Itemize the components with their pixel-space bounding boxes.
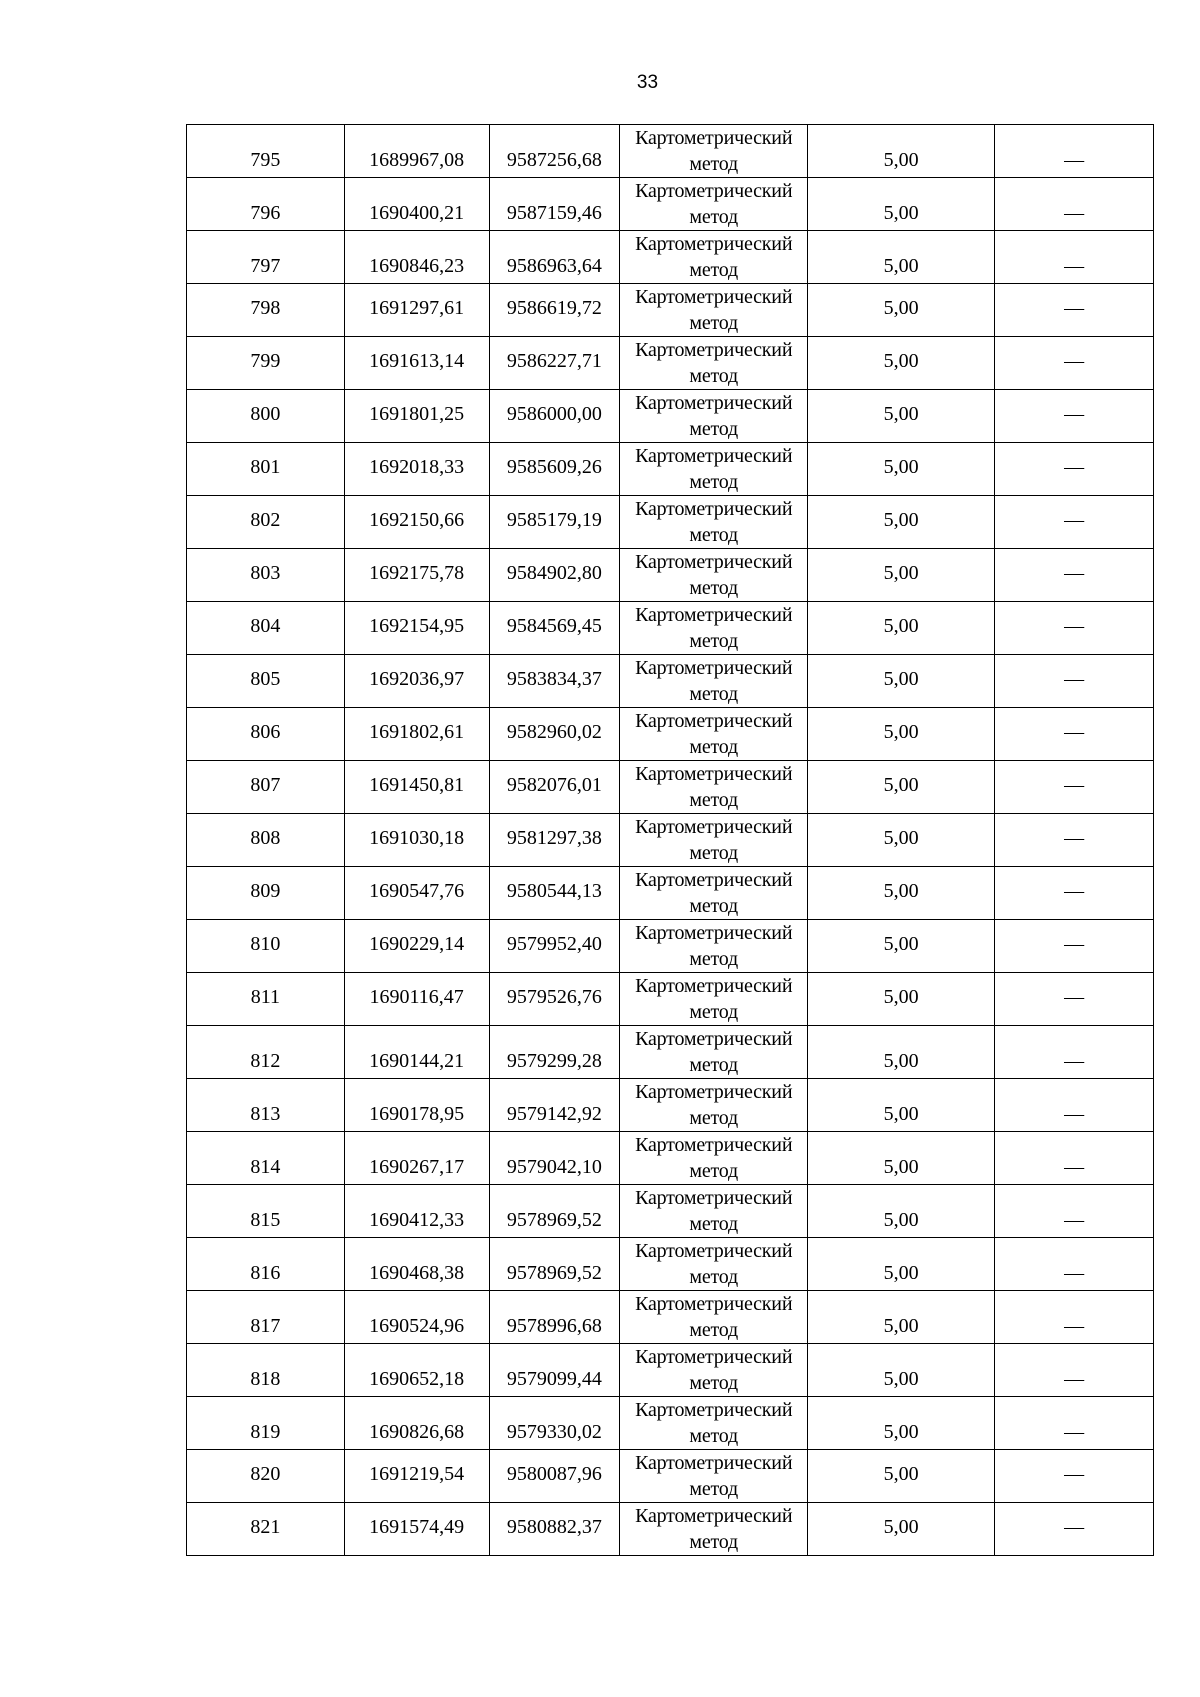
coordinates-table-body: [187, 125, 1154, 1556]
point-number-cell: 818: [187, 1344, 345, 1397]
method-cell: Картометрический метод: [620, 655, 808, 708]
table-row: [187, 390, 1154, 443]
x-coordinate-cell: 1691219,54: [344, 1450, 489, 1503]
x-coordinate-cell: 1692150,66: [344, 496, 489, 549]
table-row: [187, 443, 1154, 496]
point-number-cell: 809: [187, 867, 345, 920]
y-coordinate-cell: 9586619,72: [489, 284, 620, 337]
table-row: [187, 867, 1154, 920]
x-coordinate-cell: 1692018,33: [344, 443, 489, 496]
x-coordinate-cell: 1691613,14: [344, 337, 489, 390]
accuracy-cell: 5,00: [808, 602, 995, 655]
accuracy-cell: 5,00: [808, 284, 995, 337]
point-number-cell: 819: [187, 1397, 345, 1450]
note-dash-cell: —: [995, 496, 1154, 549]
method-cell: Картометрический метод: [620, 1344, 808, 1397]
accuracy-cell: 5,00: [808, 973, 995, 1026]
accuracy-cell: 5,00: [808, 1238, 995, 1291]
point-number-cell: 803: [187, 549, 345, 602]
table-row: [187, 1291, 1154, 1344]
accuracy-cell: 5,00: [808, 1026, 995, 1079]
accuracy-cell: 5,00: [808, 761, 995, 814]
table-row: [187, 178, 1154, 231]
table-row: [187, 1397, 1154, 1450]
y-coordinate-cell: 9579526,76: [489, 973, 620, 1026]
x-coordinate-cell: 1690267,17: [344, 1132, 489, 1185]
x-coordinate-cell: 1691574,49: [344, 1503, 489, 1556]
point-number-cell: 799: [187, 337, 345, 390]
note-dash-cell: —: [995, 1238, 1154, 1291]
method-cell: Картометрический метод: [620, 1397, 808, 1450]
note-dash-cell: —: [995, 1026, 1154, 1079]
accuracy-cell: 5,00: [808, 1291, 995, 1344]
x-coordinate-cell: 1690229,14: [344, 920, 489, 973]
method-cell: Картометрический метод: [620, 1291, 808, 1344]
note-dash-cell: —: [995, 973, 1154, 1026]
table-row: [187, 337, 1154, 390]
table-row: [187, 1503, 1154, 1556]
accuracy-cell: 5,00: [808, 867, 995, 920]
note-dash-cell: —: [995, 867, 1154, 920]
y-coordinate-cell: 9586227,71: [489, 337, 620, 390]
note-dash-cell: —: [995, 549, 1154, 602]
x-coordinate-cell: 1692154,95: [344, 602, 489, 655]
method-cell: Картометрический метод: [620, 549, 808, 602]
y-coordinate-cell: 9579042,10: [489, 1132, 620, 1185]
y-coordinate-cell: 9585609,26: [489, 443, 620, 496]
note-dash-cell: —: [995, 178, 1154, 231]
accuracy-cell: 5,00: [808, 337, 995, 390]
method-cell: Картометрический метод: [620, 125, 808, 178]
note-dash-cell: —: [995, 443, 1154, 496]
note-dash-cell: —: [995, 125, 1154, 178]
table-row: [187, 1450, 1154, 1503]
x-coordinate-cell: 1690826,68: [344, 1397, 489, 1450]
accuracy-cell: 5,00: [808, 496, 995, 549]
accuracy-cell: 5,00: [808, 708, 995, 761]
table-row: [187, 1344, 1154, 1397]
point-number-cell: 807: [187, 761, 345, 814]
method-cell: Картометрический метод: [620, 1450, 808, 1503]
point-number-cell: 796: [187, 178, 345, 231]
note-dash-cell: —: [995, 337, 1154, 390]
accuracy-cell: 5,00: [808, 125, 995, 178]
x-coordinate-cell: 1692036,97: [344, 655, 489, 708]
x-coordinate-cell: 1691801,25: [344, 390, 489, 443]
point-number-cell: 813: [187, 1079, 345, 1132]
point-number-cell: 808: [187, 814, 345, 867]
x-coordinate-cell: 1691802,61: [344, 708, 489, 761]
method-cell: Картометрический метод: [620, 814, 808, 867]
method-cell: Картометрический метод: [620, 867, 808, 920]
table-row: [187, 761, 1154, 814]
table-row: [187, 1132, 1154, 1185]
y-coordinate-cell: 9578969,52: [489, 1238, 620, 1291]
y-coordinate-cell: 9578969,52: [489, 1185, 620, 1238]
y-coordinate-cell: 9580544,13: [489, 867, 620, 920]
point-number-cell: 805: [187, 655, 345, 708]
y-coordinate-cell: 9585179,19: [489, 496, 620, 549]
page-number: 33: [636, 72, 659, 93]
method-cell: Картометрический метод: [620, 1132, 808, 1185]
note-dash-cell: —: [995, 390, 1154, 443]
x-coordinate-cell: 1690547,76: [344, 867, 489, 920]
table-row: [187, 602, 1154, 655]
accuracy-cell: 5,00: [808, 443, 995, 496]
y-coordinate-cell: 9579330,02: [489, 1397, 620, 1450]
table-row: [187, 1026, 1154, 1079]
y-coordinate-cell: 9580087,96: [489, 1450, 620, 1503]
coordinates-table: [186, 124, 1154, 1556]
y-coordinate-cell: 9584569,45: [489, 602, 620, 655]
table-row: [187, 549, 1154, 602]
method-cell: Картометрический метод: [620, 1503, 808, 1556]
method-cell: Картометрический метод: [620, 231, 808, 284]
table-row: [187, 1185, 1154, 1238]
method-cell: Картометрический метод: [620, 390, 808, 443]
y-coordinate-cell: 9579952,40: [489, 920, 620, 973]
y-coordinate-cell: 9579099,44: [489, 1344, 620, 1397]
point-number-cell: 802: [187, 496, 345, 549]
y-coordinate-cell: 9582960,02: [489, 708, 620, 761]
table-row: [187, 814, 1154, 867]
y-coordinate-cell: 9579142,92: [489, 1079, 620, 1132]
x-coordinate-cell: 1690116,47: [344, 973, 489, 1026]
y-coordinate-cell: 9584902,80: [489, 549, 620, 602]
x-coordinate-cell: 1690524,96: [344, 1291, 489, 1344]
accuracy-cell: 5,00: [808, 549, 995, 602]
point-number-cell: 815: [187, 1185, 345, 1238]
accuracy-cell: 5,00: [808, 178, 995, 231]
accuracy-cell: 5,00: [808, 655, 995, 708]
y-coordinate-cell: 9586963,64: [489, 231, 620, 284]
method-cell: Картометрический метод: [620, 1079, 808, 1132]
note-dash-cell: —: [995, 761, 1154, 814]
method-cell: Картометрический метод: [620, 1238, 808, 1291]
x-coordinate-cell: 1690468,38: [344, 1238, 489, 1291]
accuracy-cell: 5,00: [808, 1132, 995, 1185]
point-number-cell: 820: [187, 1450, 345, 1503]
accuracy-cell: 5,00: [808, 920, 995, 973]
note-dash-cell: —: [995, 1291, 1154, 1344]
note-dash-cell: —: [995, 1132, 1154, 1185]
y-coordinate-cell: 9581297,38: [489, 814, 620, 867]
method-cell: Картометрический метод: [620, 1026, 808, 1079]
note-dash-cell: —: [995, 1397, 1154, 1450]
point-number-cell: 810: [187, 920, 345, 973]
note-dash-cell: —: [995, 708, 1154, 761]
y-coordinate-cell: 9582076,01: [489, 761, 620, 814]
accuracy-cell: 5,00: [808, 1185, 995, 1238]
table-row: [187, 1079, 1154, 1132]
accuracy-cell: 5,00: [808, 1450, 995, 1503]
y-coordinate-cell: 9579299,28: [489, 1026, 620, 1079]
point-number-cell: 816: [187, 1238, 345, 1291]
point-number-cell: 800: [187, 390, 345, 443]
method-cell: Картометрический метод: [620, 337, 808, 390]
note-dash-cell: —: [995, 231, 1154, 284]
point-number-cell: 811: [187, 973, 345, 1026]
accuracy-cell: 5,00: [808, 231, 995, 284]
y-coordinate-cell: 9580882,37: [489, 1503, 620, 1556]
y-coordinate-cell: 9586000,00: [489, 390, 620, 443]
x-coordinate-cell: 1690652,18: [344, 1344, 489, 1397]
method-cell: Картометрический метод: [620, 708, 808, 761]
table-row: [187, 655, 1154, 708]
y-coordinate-cell: 9587159,46: [489, 178, 620, 231]
method-cell: Картометрический метод: [620, 602, 808, 655]
point-number-cell: 814: [187, 1132, 345, 1185]
point-number-cell: 797: [187, 231, 345, 284]
note-dash-cell: —: [995, 1344, 1154, 1397]
table-row: [187, 1238, 1154, 1291]
point-number-cell: 804: [187, 602, 345, 655]
point-number-cell: 817: [187, 1291, 345, 1344]
x-coordinate-cell: 1690400,21: [344, 178, 489, 231]
x-coordinate-cell: 1691450,81: [344, 761, 489, 814]
point-number-cell: 812: [187, 1026, 345, 1079]
note-dash-cell: —: [995, 602, 1154, 655]
method-cell: Картометрический метод: [620, 284, 808, 337]
x-coordinate-cell: 1690846,23: [344, 231, 489, 284]
method-cell: Картометрический метод: [620, 920, 808, 973]
point-number-cell: 795: [187, 125, 345, 178]
note-dash-cell: —: [995, 1079, 1154, 1132]
method-cell: Картометрический метод: [620, 496, 808, 549]
y-coordinate-cell: 9583834,37: [489, 655, 620, 708]
note-dash-cell: —: [995, 1450, 1154, 1503]
note-dash-cell: —: [995, 1503, 1154, 1556]
note-dash-cell: —: [995, 1185, 1154, 1238]
accuracy-cell: 5,00: [808, 390, 995, 443]
table-row: [187, 708, 1154, 761]
table-row: [187, 284, 1154, 337]
table-row: [187, 920, 1154, 973]
accuracy-cell: 5,00: [808, 1397, 995, 1450]
note-dash-cell: —: [995, 284, 1154, 337]
x-coordinate-cell: 1690412,33: [344, 1185, 489, 1238]
accuracy-cell: 5,00: [808, 1344, 995, 1397]
y-coordinate-cell: 9578996,68: [489, 1291, 620, 1344]
x-coordinate-cell: 1691297,61: [344, 284, 489, 337]
method-cell: Картометрический метод: [620, 1185, 808, 1238]
y-coordinate-cell: 9587256,68: [489, 125, 620, 178]
note-dash-cell: —: [995, 920, 1154, 973]
table-row: [187, 125, 1154, 178]
point-number-cell: 821: [187, 1503, 345, 1556]
method-cell: Картометрический метод: [620, 178, 808, 231]
point-number-cell: 798: [187, 284, 345, 337]
table-row: [187, 231, 1154, 284]
x-coordinate-cell: 1689967,08: [344, 125, 489, 178]
accuracy-cell: 5,00: [808, 1079, 995, 1132]
point-number-cell: 806: [187, 708, 345, 761]
method-cell: Картометрический метод: [620, 973, 808, 1026]
x-coordinate-cell: 1692175,78: [344, 549, 489, 602]
x-coordinate-cell: 1691030,18: [344, 814, 489, 867]
accuracy-cell: 5,00: [808, 1503, 995, 1556]
x-coordinate-cell: 1690144,21: [344, 1026, 489, 1079]
method-cell: Картометрический метод: [620, 443, 808, 496]
x-coordinate-cell: 1690178,95: [344, 1079, 489, 1132]
table-row: [187, 496, 1154, 549]
method-cell: Картометрический метод: [620, 761, 808, 814]
note-dash-cell: —: [995, 814, 1154, 867]
table-row: [187, 973, 1154, 1026]
point-number-cell: 801: [187, 443, 345, 496]
accuracy-cell: 5,00: [808, 814, 995, 867]
note-dash-cell: —: [995, 655, 1154, 708]
